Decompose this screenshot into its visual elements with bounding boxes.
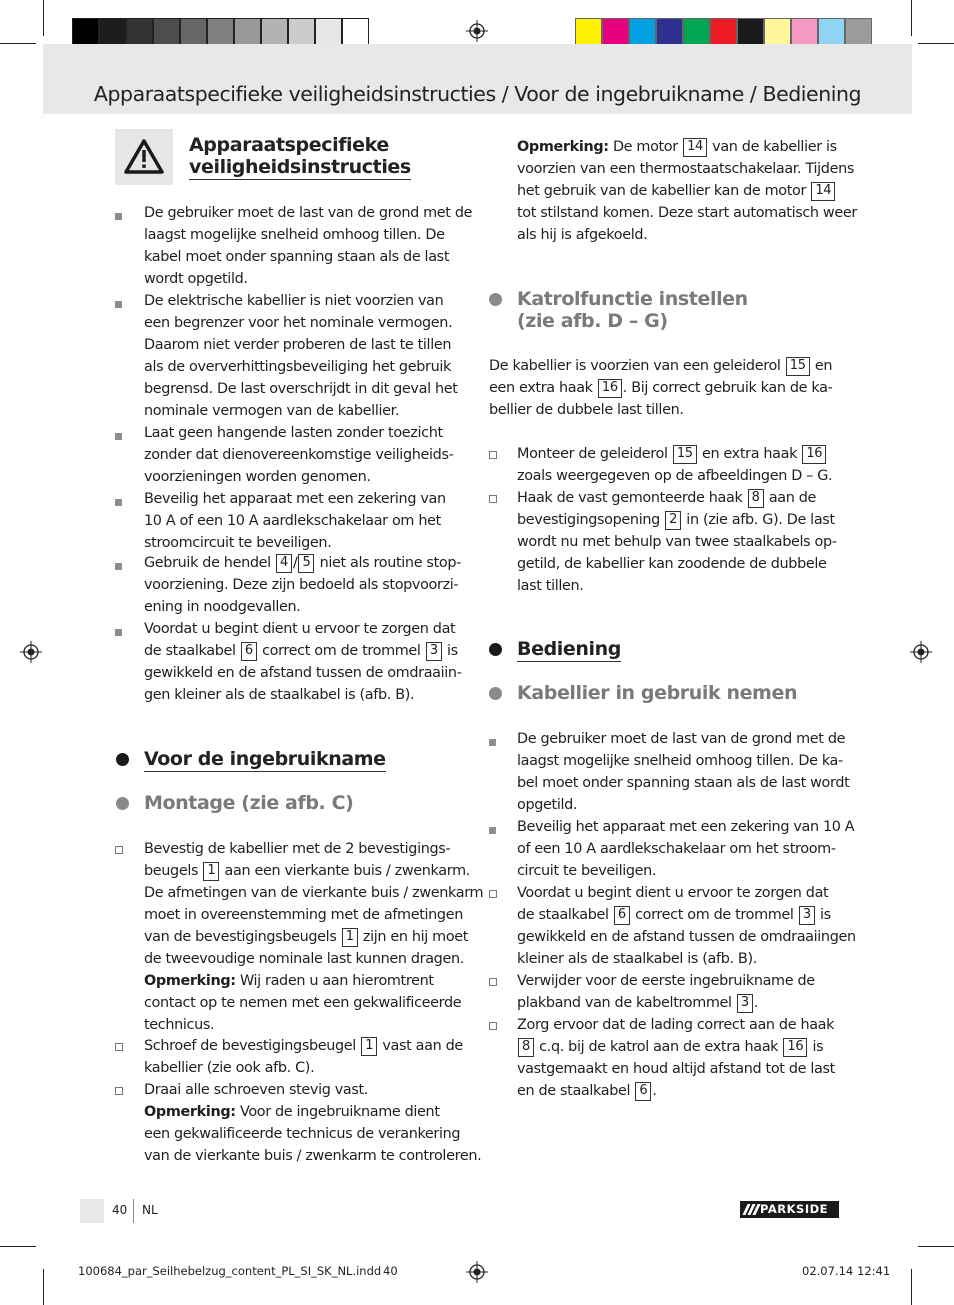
note-line: Opmerking: Wij raden u aan hieromtrent bbox=[144, 973, 434, 989]
list-item-line: De gebruiker moet de last van de grond met de bbox=[517, 731, 846, 747]
list-item-line: Beveilig het apparaat met een zekering van 10 A bbox=[517, 819, 855, 835]
color-swatch bbox=[737, 18, 764, 45]
page-number: 40 bbox=[112, 1203, 128, 1217]
list-bullet-open bbox=[115, 1087, 123, 1095]
list-bullet-open bbox=[115, 846, 123, 854]
list-item-line: laagst mogelijke snelheid omhoog tillen. De bbox=[144, 227, 445, 243]
list-item-line: een begrenzer voor het nominale vermogen. bbox=[144, 315, 453, 331]
color-swatch bbox=[72, 18, 99, 45]
list-item-line: bevestigingsopening 2 in (zie afb. G). De last bbox=[517, 512, 835, 528]
list-item-line: 10 A of een 10 A aardlekschakelaar om het bbox=[144, 513, 441, 529]
color-swatch bbox=[764, 18, 791, 45]
safety-heading-line: veiligheidsinstructies bbox=[189, 156, 411, 178]
list-item-line: opgetild. bbox=[517, 797, 578, 813]
list-item: Voordat u begint dient u ervoor te zorgen dat bbox=[517, 885, 829, 901]
list-item-line: voorzieningen worden genomen. bbox=[144, 469, 371, 485]
warning-triangle-icon bbox=[115, 129, 173, 185]
list-item-line: zonder dat dienovereenkomstige veiligheids- bbox=[144, 447, 454, 463]
warning-box bbox=[115, 129, 173, 185]
ingebruikname-heading: Voor de ingebruikname bbox=[144, 748, 386, 770]
list-item-line: last tillen. bbox=[517, 578, 584, 594]
list-item-line: kleiner als de staalkabel is (afb. B). bbox=[517, 951, 757, 967]
list-bullet bbox=[115, 563, 122, 570]
list-item: Zorg ervoor dat de lading correct aan de haak bbox=[517, 1017, 835, 1033]
list-item-line: stroomcircuit te beveiligen. bbox=[144, 535, 332, 551]
crop-mark bbox=[0, 1246, 36, 1247]
slug-file-page: 40 bbox=[383, 1264, 398, 1278]
note-line: Opmerking: De motor 14 van de kabellier is bbox=[517, 139, 837, 155]
part-number: 3 bbox=[737, 994, 753, 1013]
list-item-line: De afmetingen van de vierkante buis / zwenkarm bbox=[144, 885, 484, 901]
list-item: Schroef de bevestigingsbeugel 1 vast aan de bbox=[144, 1038, 463, 1054]
crop-mark bbox=[43, 0, 44, 36]
katrol-heading: Katrolfunctie instellen (zie afb. D – G) bbox=[517, 288, 748, 332]
part-number: 14 bbox=[683, 138, 707, 157]
paragraph-line: een extra haak 16 . Bij correct gebruik kan de ka- bbox=[489, 380, 833, 396]
section-dot bbox=[116, 753, 129, 766]
list-item: Monteer de geleiderol 15 en extra haak 16 bbox=[517, 443, 827, 465]
safety-heading-line: Apparaatspecifieke bbox=[189, 134, 389, 156]
color-swatch bbox=[288, 18, 315, 45]
list-item-line: voorziening. Deze zijn bedoeld als stopvoorzi- bbox=[144, 577, 459, 593]
parkside-logo bbox=[740, 1201, 839, 1218]
section-dot bbox=[489, 293, 502, 306]
list-item-line: Daarom niet verder proberen de last te tillen bbox=[144, 337, 452, 353]
section-dot bbox=[116, 797, 129, 810]
list-item-line: Laat geen hangende lasten zonder toezicht bbox=[144, 425, 443, 441]
color-swatch bbox=[180, 18, 207, 45]
list-item-line: de staalkabel 6 correct om de trommel 3 is bbox=[517, 907, 831, 923]
color-swatch bbox=[791, 18, 818, 45]
list-item-line: ening in noodgevallen. bbox=[144, 599, 301, 615]
list-item-line: De elektrische kabellier is niet voorzien van bbox=[144, 293, 444, 309]
registration-mark-icon bbox=[466, 20, 488, 42]
list-bullet-open bbox=[489, 978, 497, 986]
part-number: 1 bbox=[203, 862, 219, 881]
color-swatch bbox=[710, 18, 737, 45]
list-item-line: plakband van de kabeltrommel 3 . bbox=[517, 995, 759, 1011]
note-line: Opmerking: Voor de ingebruikname dient bbox=[144, 1104, 440, 1120]
list-bullet-open bbox=[115, 1043, 123, 1051]
paragraph-line: De kabellier is voorzien van een geleiderol 15 en bbox=[489, 358, 833, 374]
color-swatch bbox=[126, 18, 153, 45]
list-bullet-open bbox=[489, 451, 497, 459]
note-line: tot stilstand komen. Deze start automatisch weer bbox=[517, 205, 857, 221]
note-line: contact op te nemen met een gekwalificeerde bbox=[144, 995, 462, 1011]
slug-file-name: 100684_par_Seilhebelzug_content_PL_SI_SK_NL.indd bbox=[78, 1264, 382, 1278]
note-line: technicus. bbox=[144, 1017, 215, 1033]
note-label: Opmerking: bbox=[144, 1104, 236, 1120]
note-line: voorzien van een thermostaatschakelaar. Tijdens bbox=[517, 161, 854, 177]
part-number: 3 bbox=[426, 642, 442, 661]
crop-mark bbox=[911, 0, 912, 36]
note-line: het gebruik van de kabellier kan de motor 14 bbox=[517, 180, 836, 202]
part-number: 1 bbox=[361, 1037, 377, 1056]
list-bullet bbox=[115, 213, 122, 220]
registration-mark-icon bbox=[20, 641, 42, 663]
color-swatch bbox=[342, 18, 369, 45]
color-swatch bbox=[845, 18, 872, 45]
list-item-line: circuit te beveiligen. bbox=[517, 863, 657, 879]
crop-mark bbox=[0, 43, 36, 44]
color-swatch bbox=[818, 18, 845, 45]
list-item: Haak de vast gemonteerde haak 8 aan de bbox=[517, 490, 817, 506]
footer-divider bbox=[133, 1199, 134, 1223]
color-swatch bbox=[683, 18, 710, 45]
list-item-line: nominale vermogen van de kabellier. bbox=[144, 403, 400, 419]
page-number-box bbox=[80, 1199, 104, 1223]
list-item-line: kabel moet onder spanning staan als de last bbox=[144, 249, 450, 265]
list-item: Gebruik de hendel 4 / 5 niet als routine stop- bbox=[144, 555, 461, 571]
note-label: Opmerking: bbox=[144, 973, 236, 989]
list-bullet bbox=[489, 827, 496, 834]
registration-mark-icon bbox=[466, 1261, 488, 1283]
list-item-line: gewikkeld en de afstand tussen de omdraaiingen bbox=[517, 929, 856, 945]
note-line: als hij is afgekoeld. bbox=[517, 227, 648, 243]
list-bullet bbox=[489, 739, 496, 746]
crop-mark bbox=[918, 1246, 954, 1247]
part-number: 8 bbox=[518, 1038, 534, 1057]
safety-heading bbox=[189, 134, 411, 178]
crop-mark bbox=[918, 43, 954, 44]
gebruik-heading: Kabellier in gebruik nemen bbox=[517, 682, 798, 704]
part-number: 1 bbox=[342, 928, 358, 947]
list-item: Verwijder voor de eerste ingebruikname de bbox=[517, 973, 815, 989]
section-dot bbox=[489, 643, 502, 656]
list-item: Bevestig de kabellier met de 2 bevestigings- bbox=[144, 841, 451, 857]
list-bullet bbox=[115, 301, 122, 308]
list-item-line: getild, de kabellier kan zoodende de dubbele bbox=[517, 556, 827, 572]
list-item-line: gen kleiner als de staalkabel is (afb. B). bbox=[144, 687, 415, 703]
list-item-line: de staalkabel 6 correct om de trommel 3 is bbox=[144, 643, 458, 659]
color-swatch bbox=[575, 18, 602, 45]
list-bullet-open bbox=[489, 1022, 497, 1030]
note-label: Opmerking: bbox=[517, 139, 609, 155]
paragraph-line: bellier de dubbele last tillen. bbox=[489, 402, 684, 418]
page-title: Apparaatspecifieke veiligheidsinstructies / Voor de ingebruikname / Bediening bbox=[93, 82, 862, 106]
list-item-line: kabellier (zie ook afb. C). bbox=[144, 1060, 315, 1076]
registration-mark-icon bbox=[910, 641, 932, 663]
list-item-line: De gebruiker moet de last van de grond met de bbox=[144, 205, 473, 221]
color-swatch bbox=[261, 18, 288, 45]
part-number: 15 bbox=[786, 357, 810, 376]
list-bullet-open bbox=[489, 890, 497, 898]
list-bullet-open bbox=[489, 495, 497, 503]
color-swatch bbox=[602, 18, 629, 45]
section-dot bbox=[489, 687, 502, 700]
part-number: 4 bbox=[276, 554, 292, 573]
part-number: 14 bbox=[811, 182, 835, 201]
language-code: NL bbox=[142, 1203, 158, 1217]
list-item-line: als de oververhittingsbeveiliging het gebruik bbox=[144, 359, 451, 375]
list-bullet bbox=[115, 433, 122, 440]
list-item-line: wordt nu met behulp van twee staalkabels op- bbox=[517, 534, 837, 550]
part-number: 8 bbox=[748, 489, 764, 508]
list-item: Draai alle schroeven stevig vast. bbox=[144, 1082, 369, 1098]
color-swatch bbox=[315, 18, 342, 45]
list-item-line: Beveilig het apparaat met een zekering van bbox=[144, 491, 446, 507]
list-item: Voordat u begint dient u ervoor te zorgen dat bbox=[144, 621, 456, 637]
color-swatch bbox=[99, 18, 126, 45]
list-item-line: gewikkeld en de afstand tussen de omdraaiin- bbox=[144, 665, 462, 681]
part-number: 2 bbox=[665, 511, 681, 530]
list-item-line: en de staalkabel 6 . bbox=[517, 1083, 657, 1099]
color-swatch bbox=[629, 18, 656, 45]
part-number: 15 bbox=[673, 445, 697, 464]
list-item-line: of een 10 A aardlekschakelaar om het stroom- bbox=[517, 841, 836, 857]
bediening-heading: Bediening bbox=[517, 638, 621, 660]
color-swatch bbox=[234, 18, 261, 45]
part-number: 6 bbox=[635, 1082, 651, 1101]
list-item-line: de tweevoudige nominale last kunnen dragen. bbox=[144, 951, 464, 967]
note-line: een gekwalificeerde technicus de verankering bbox=[144, 1126, 461, 1142]
list-item-line: bel moet onder spanning staan als de last wordt bbox=[517, 775, 850, 791]
part-number: 3 bbox=[799, 906, 815, 925]
color-swatch bbox=[656, 18, 683, 45]
list-item-line: begrensd. De last overschrijdt in dit geval het bbox=[144, 381, 458, 397]
list-item-line: 8 c.q. bij de katrol aan de extra haak 16 is bbox=[517, 1036, 823, 1058]
brand-name: PARKSIDE bbox=[760, 1202, 829, 1216]
list-item-line: moet in overeenstemming met de afmetingen bbox=[144, 907, 463, 923]
list-bullet bbox=[115, 499, 122, 506]
part-number: 16 bbox=[783, 1038, 807, 1057]
crop-mark bbox=[911, 1269, 912, 1305]
list-item-line: van de bevestigingsbeugels 1 zijn en hij moet bbox=[144, 929, 469, 945]
list-item-line: vastgemaakt en houd altijd afstand tot de last bbox=[517, 1061, 835, 1077]
slug-date: 02.07.14 bbox=[802, 1264, 854, 1278]
note-line: van de vierkante buis / zwenkarm te controleren. bbox=[144, 1148, 482, 1164]
part-number: 5 bbox=[298, 554, 314, 573]
list-item-line: laagst mogelijke snelheid omhoog tillen. De ka- bbox=[517, 753, 843, 769]
montage-heading: Montage (zie afb. C) bbox=[144, 792, 354, 814]
part-number: 6 bbox=[241, 642, 257, 661]
part-number: 6 bbox=[614, 906, 630, 925]
color-swatch bbox=[153, 18, 180, 45]
part-number: 16 bbox=[598, 379, 622, 398]
color-swatch bbox=[207, 18, 234, 45]
crop-mark bbox=[43, 1269, 44, 1305]
list-item-line: beugels 1 aan een vierkante buis / zwenkarm. bbox=[144, 863, 470, 879]
slug-time: 12:41 bbox=[857, 1264, 891, 1278]
list-item-line: wordt opgetild. bbox=[144, 271, 248, 287]
list-bullet bbox=[115, 629, 122, 636]
header-band bbox=[43, 44, 912, 114]
part-number: 16 bbox=[802, 445, 826, 464]
list-item-line: zoals weergegeven op de afbeeldingen D – G. bbox=[517, 468, 833, 484]
